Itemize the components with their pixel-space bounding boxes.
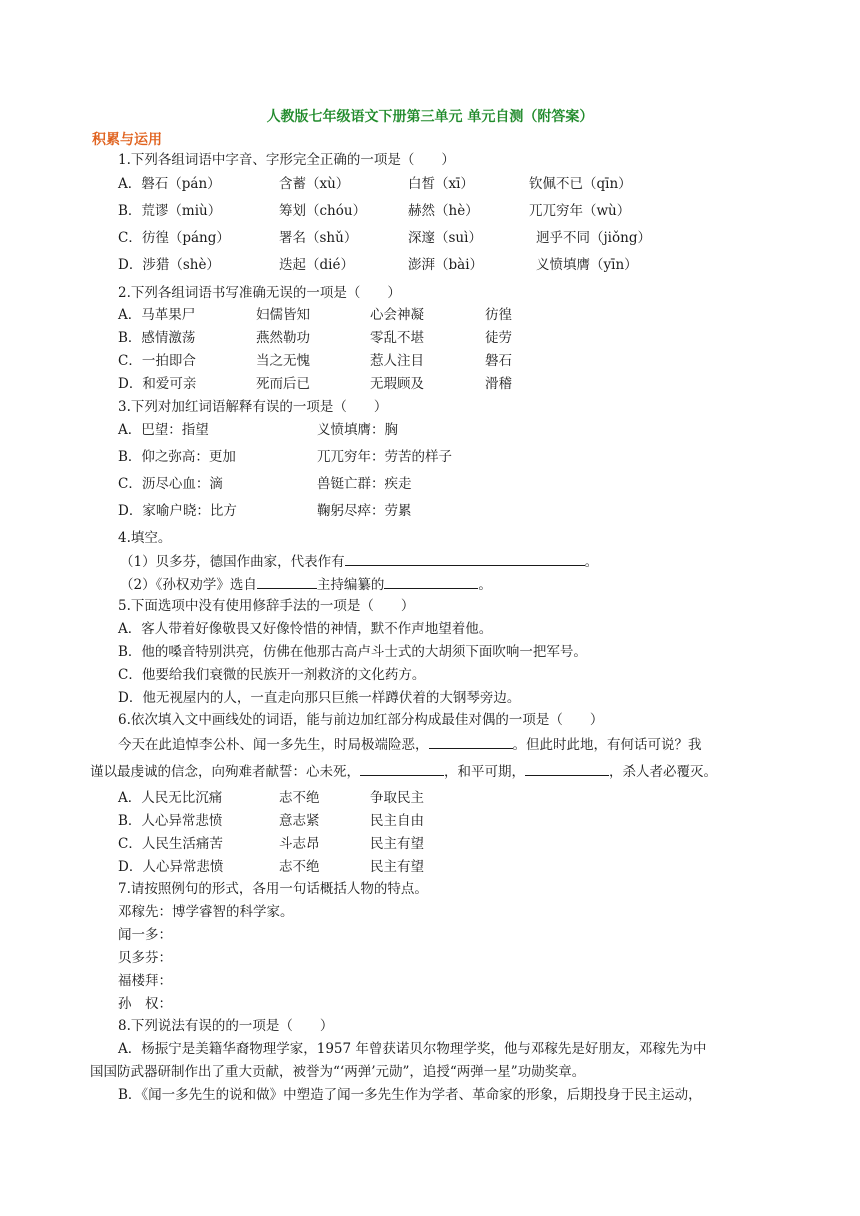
q3-a-2: 义愤填膺：胸	[317, 422, 398, 438]
q6-c-3: 民主有望	[370, 836, 424, 852]
q1-a-2: 含蓄（xù）	[279, 176, 350, 192]
q1-c-1: C．彷徨（páng）	[118, 230, 230, 246]
q1-b-3: 赫然（hè）	[408, 203, 479, 219]
q5-option-d: D．他无视屋内的人，一直走向那只巨熊一样蹲伏着的大钢琴旁边。	[118, 690, 521, 706]
q7-example: 邓稼先：博学睿智的科学家。	[118, 904, 294, 920]
q2-b-4: 徒劳	[485, 330, 512, 346]
q6-b-2: 意志紧	[279, 813, 320, 829]
q1-a-1: A．磐石（pán）	[118, 176, 221, 192]
q4-line-1-text: （1）贝多芬，德国作曲家，代表作有	[120, 554, 345, 570]
q4-line-1	[120, 551, 598, 572]
q2-d-4: 滑稽	[485, 376, 512, 392]
q1-b-2: 筹划（chóu）	[279, 203, 367, 219]
q1-a-3: 白皙（xī）	[408, 176, 474, 192]
q8-option-a-line-2: 国国防武器研制作出了重大贡献，被誉为“‘两弹’元勋”，追授“两弹一星”功勋奖章。	[90, 1064, 586, 1080]
q6-passage-line-1	[118, 734, 702, 755]
q6-passage-line-2	[90, 761, 717, 782]
question-3-stem: 3.下列对加红词语解释有误的一项是（ ）	[118, 399, 388, 415]
answer-blank[interactable]	[525, 761, 609, 776]
q2-a-2: 妇儒皆知	[256, 307, 310, 323]
q6-c-2: 斗志昂	[279, 836, 320, 852]
q6-c-1: C．人民生活痛苦	[118, 836, 223, 852]
question-4-stem: 4.填空。	[118, 530, 172, 546]
q6-passage-text: 今天在此追悼李公朴、闻一多先生，时局极端险恶，	[118, 737, 429, 753]
answer-blank[interactable]	[360, 761, 444, 776]
q2-a-4: 彷徨	[485, 307, 512, 323]
q6-passage-text: 谨以最虔诚的信念，向殉难者献誓：心未死，	[90, 764, 360, 780]
q4-line-2	[120, 574, 492, 595]
q2-b-1: B．感情激荡	[118, 330, 196, 346]
q1-c-4: 迥乎不同（jiǒng）	[536, 230, 651, 246]
q4-line-2-mid: 主持编纂的	[316, 577, 385, 593]
question-5-stem: 5.下面选项中没有使用修辞手法的一项是（ ）	[118, 598, 415, 614]
q3-b-2: 兀兀穷年：劳苦的样子	[317, 449, 452, 465]
q8-option-b-line-1: B．《闻一多先生的说和做》中塑造了闻一多先生作为学者、革命家的形象，后期投身于民主运动，	[118, 1087, 702, 1103]
q6-d-2: 志不绝	[279, 859, 320, 875]
question-2-stem: 2.下列各组词语书写准确无误的一项是（ ）	[118, 285, 401, 301]
q2-b-2: 燕然勒功	[256, 330, 310, 346]
answer-blank[interactable]	[429, 734, 513, 749]
q2-a-1: A．马革果尸	[118, 307, 196, 323]
q1-d-3: 澎湃（bài）	[408, 257, 484, 273]
q1-d-2: 迭起（dié）	[279, 257, 354, 273]
q6-a-1: A．人民无比沉痛	[118, 790, 223, 806]
section-heading: 积累与运用	[92, 132, 162, 148]
q6-d-1: D．人心异常悲愤	[118, 859, 224, 875]
q1-d-4: 义愤填膺（yīn）	[536, 257, 638, 273]
q3-b-1: B．仰之弥高：更加	[118, 449, 236, 465]
q5-option-b: B．他的嗓音特别洪亮，仿佛在他那古高卢斗士式的大胡须下面吹响一把军号。	[118, 644, 587, 660]
q4-line-1-end: 。	[584, 554, 599, 570]
q5-option-c: C．他要给我们衰微的民族开一剂救济的文化药方。	[118, 667, 426, 683]
q3-d-1: D．家喻户晓：比方	[118, 503, 237, 519]
q3-d-2: 鞠躬尽瘁：劳累	[317, 503, 412, 519]
q8-option-a-line-1: A．杨振宁是美籍华裔物理学家，1957 年曾获诺贝尔物理学奖，他与邓稼先是好朋友，邓稼先为中	[118, 1041, 707, 1057]
q3-c-2: 兽铤亡群：疾走	[317, 476, 412, 492]
q6-d-3: 民主有望	[370, 859, 424, 875]
q7-line-beethoven: 贝多芬：	[118, 950, 172, 966]
q6-b-3: 民主自由	[370, 813, 424, 829]
question-6-stem: 6.依次填入文中画线处的词语，能与前边加红部分构成最佳对偶的一项是（ ）	[118, 712, 604, 728]
q7-line-flaubert: 福楼拜：	[118, 973, 172, 989]
q1-c-3: 深邃（suì）	[408, 230, 482, 246]
answer-blank[interactable]	[257, 574, 317, 589]
q7-line-wen-yiduo: 闻一多：	[118, 927, 172, 943]
q2-d-2: 死而后已	[256, 376, 310, 392]
q6-a-3: 争取民主	[370, 790, 424, 806]
answer-blank[interactable]	[384, 574, 478, 589]
q6-passage-text: ，和平可期，	[444, 764, 525, 780]
question-8-stem: 8.下列说法有误的的一项是（ ）	[118, 1018, 334, 1034]
q6-b-1: B．人心异常悲愤	[118, 813, 223, 829]
q1-b-4: 兀兀穷年（wù）	[529, 203, 631, 219]
q2-d-3: 无瑕顾及	[370, 376, 424, 392]
q3-a-1: A．巴望：指望	[118, 422, 209, 438]
q1-c-2: 署名（shǔ）	[279, 230, 358, 246]
q4-line-2-end: 。	[478, 577, 492, 593]
question-1-stem: 1.下列各组词语中字音、字形完全正确的一项是（ ）	[118, 152, 455, 168]
q3-c-1: C．沥尽心血：滴	[118, 476, 223, 492]
q6-passage-text: ，杀人者必覆灭。	[609, 764, 717, 780]
answer-blank[interactable]	[345, 551, 585, 566]
q6-passage-text: 。但此时此地，有何话可说？我	[512, 737, 702, 753]
q2-c-1: C．一拍即合	[118, 353, 196, 369]
q2-c-4: 磐石	[485, 353, 512, 369]
q2-a-3: 心会神凝	[370, 307, 424, 323]
q2-b-3: 零乱不堪	[370, 330, 424, 346]
q4-line-2-text: （2）《孙权劝学》选自	[120, 577, 257, 593]
q2-c-2: 当之无愧	[256, 353, 310, 369]
q6-a-2: 志不绝	[279, 790, 320, 806]
q1-b-1: B．荒谬（miù）	[118, 203, 222, 219]
q7-line-sun-quan: 孙 权：	[118, 996, 172, 1012]
q2-c-3: 惹人注目	[370, 353, 424, 369]
q2-d-1: D．和爱可亲	[118, 376, 197, 392]
q5-option-a: A．客人带着好像敬畏又好像怜惜的神情，默不作声地望着他。	[118, 621, 493, 637]
document-title: 人教版七年级语文下册第三单元 单元自测（附答案）	[266, 109, 594, 125]
question-7-stem: 7.请按照例句的形式，各用一句话概括人物的特点。	[118, 881, 428, 897]
q1-a-4: 钦佩不已（qīn）	[529, 176, 632, 192]
q1-d-1: D．涉猎（shè）	[118, 257, 220, 273]
